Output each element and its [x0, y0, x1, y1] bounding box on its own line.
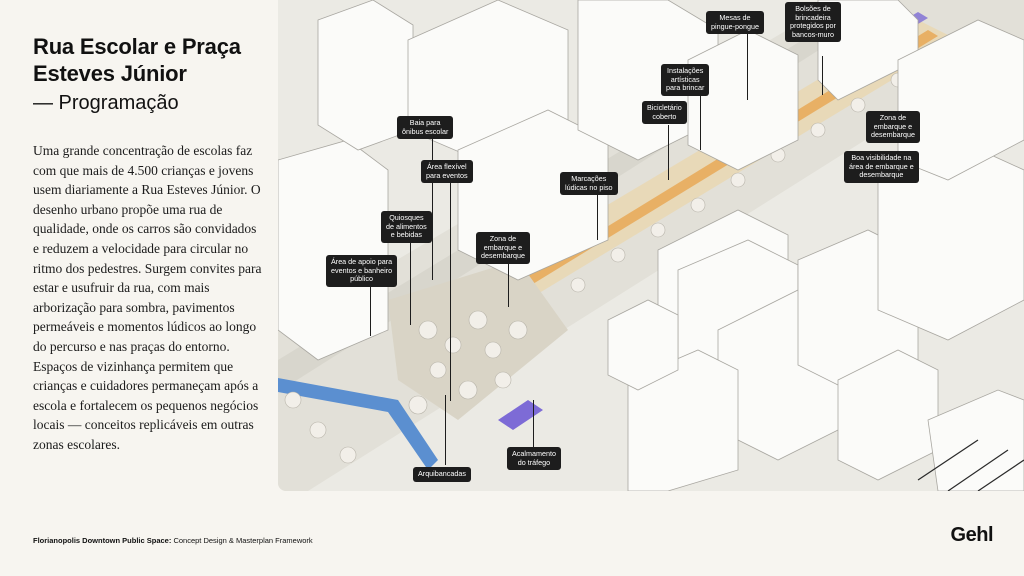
callout-area-apoio: Área de apoio para eventos e banheiro público	[326, 255, 397, 287]
footer-description: Concept Design & Masterplan Framework	[173, 536, 313, 545]
callout-boa-visibilidade: Boa visibilidade na área de embarque e desembarque	[844, 151, 919, 183]
leader-instalacoes	[700, 94, 701, 150]
map-illustration	[278, 0, 1024, 491]
callout-arquibancadas: Arquibancadas	[413, 467, 471, 482]
body-paragraph: Uma grande concentração de escolas faz com que mais de 4.500 crianças e jovens usem diariamente a Rua Esteves Júnior. O desenho urbano propõe uma rua de qualidade, onde os carros são convidados e reduzem a velocidade para circular no ritmo dos pedestres. Surgem convites para estar e usufruir da rua, com mais arborização para sombra, pavimentos permeáveis e momentos lúdicos ao longo do percurso e nas praças do entorno. Espaços de vizinhança permitem que crianças e cuidadores permaneçam após a escola e fortalecem os pequenos negócios locais — conceitos replicáveis em outras zonas escolares.	[33, 143, 262, 452]
leader-arquibancadas	[445, 395, 446, 465]
footer-project: Florianopolis Downtown Public Space:	[33, 536, 172, 545]
footer	[33, 536, 313, 545]
gehl-logo: Gehl	[950, 524, 993, 546]
callout-instalacoes: Instalações artísticas para brincar	[661, 64, 709, 96]
callout-bicicletario: Bicicletário coberto	[642, 101, 687, 124]
callout-marcacoes: Marcações lúdicas no piso	[560, 172, 618, 195]
callout-mesas: Mesas de pingue-pongue	[706, 11, 764, 34]
callout-baia: Baia para ônibus escolar	[397, 116, 453, 139]
callout-zona-embarque-center: Zona de embarque e desembarque	[476, 232, 530, 264]
leader-zona-center	[508, 262, 509, 307]
page-subtitle: — Programação	[33, 92, 179, 114]
leader-bicicletario	[668, 125, 669, 180]
callout-quiosques: Quiosques de alimentos e bebidas	[381, 211, 432, 243]
leader-area-apoio	[370, 286, 371, 336]
leader-acalmamento	[533, 400, 534, 447]
leader-area-flexivel	[450, 181, 451, 401]
leader-bolsoes	[822, 56, 823, 95]
callout-acalmamento: Acalmamento do tráfego	[507, 447, 561, 470]
page-title: Rua Escolar e Praça Esteves Júnior	[33, 34, 241, 86]
callout-area-flexivel: Área flexível para eventos	[421, 160, 473, 183]
callout-bolsoes: Bolsões de brincadeira protegidos por bancos-muro	[785, 2, 841, 42]
callout-zona-embarque-right: Zona de embarque e desembarque	[866, 111, 920, 143]
leader-baia	[432, 137, 433, 280]
axonometric-map	[278, 0, 1024, 491]
leader-mesas	[747, 31, 748, 100]
leader-marcacoes	[597, 190, 598, 240]
leader-quiosques	[410, 240, 411, 325]
